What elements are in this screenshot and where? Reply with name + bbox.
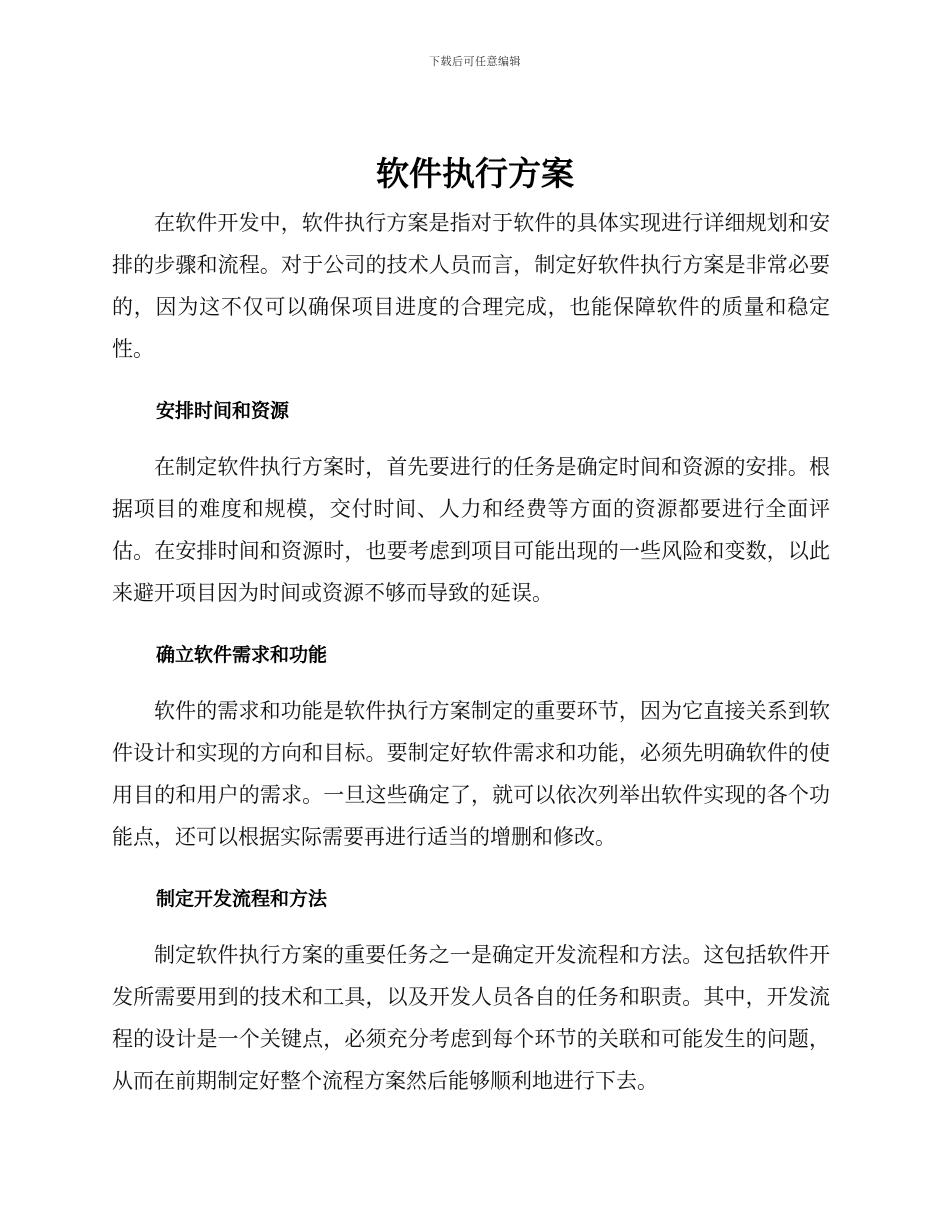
section-heading-time-resources: 安排时间和资源 [156, 400, 290, 422]
document-title: 软件执行方案 [376, 154, 574, 193]
header-note: 下载后可任意编辑 [429, 55, 521, 68]
section-heading-process: 制定开发流程和方法 [156, 888, 328, 910]
intro-paragraph: 在软件开发中，软件执行方案是指对于软件的具体实现进行详细规划和安排的步骤和流程。对于公司的技术人员而言，制定好软件执行方案是非常必要的，因为这不仅可以确保项目进度的合理完成，也能保障软件的质量和稳定性。 [112, 211, 830, 361]
section-paragraph-time-resources: 在制定软件执行方案时，首先要进行的任务是确定时间和资源的安排。根据项目的难度和规模，交付时间、人力和经费等方面的资源都要进行全面评估。在安排时间和资源时，也要考虑到项目可能出现的一些风险和变数，以此来避开项目因为时间或资源不够而导致的延误。 [112, 455, 830, 605]
document-body [112, 202, 830, 1102]
section-heading-requirements: 确立软件需求和功能 [156, 644, 328, 666]
section-paragraph-process: 制定软件执行方案的重要任务之一是确定开发流程和方法。这包括软件开发所需要用到的技术和工具，以及开发人员各自的任务和职责。其中，开发流程的设计是一个关键点，必须充分考虑到每个环节的关联和可能发生的问题，从而在前期制定好整个流程方案然后能够顺利地进行下去。 [112, 943, 830, 1093]
section-paragraph-requirements: 软件的需求和功能是软件执行方案制定的重要环节，因为它直接关系到软件设计和实现的方向和目标。要制定好软件需求和功能，必须先明确软件的使用目的和用户的需求。一旦这些确定了，就可以依次列举出软件实现的各个功能点，还可以根据实际需要再进行适当的增删和修改。 [112, 699, 830, 849]
